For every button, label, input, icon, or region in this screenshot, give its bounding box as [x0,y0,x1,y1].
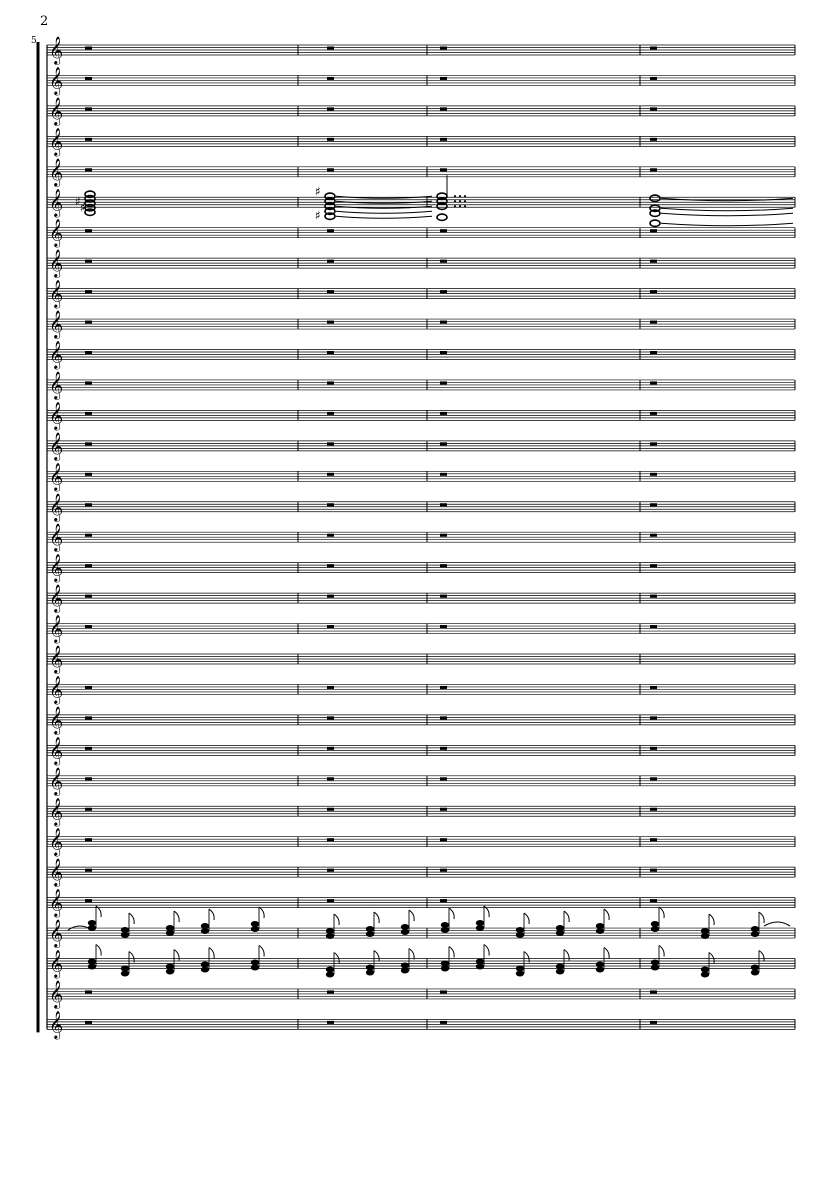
whole-note [650,220,660,226]
whole-rest [85,686,92,689]
note-head [201,923,209,929]
dot [464,205,466,207]
whole-rest [440,899,447,902]
flag [659,946,664,957]
note-head [751,926,759,932]
treble-clef-icon: 𝄞 [49,96,64,125]
whole-rest [440,290,447,293]
note-head [651,960,659,966]
whole-rest [327,869,334,872]
note-head [366,926,374,932]
whole-rest [327,138,334,141]
flag [524,913,529,924]
whole-rest [327,290,334,293]
whole-rest [327,534,334,537]
note-head [701,967,709,973]
sharp-icon: ♯ [75,194,81,209]
whole-rest [650,838,657,841]
note-head [441,922,449,928]
note-head [596,923,604,929]
whole-note [85,209,95,215]
treble-clef-icon: 𝄞 [49,340,64,369]
note-head [166,925,174,931]
note-head [401,963,409,969]
whole-rest [327,107,334,110]
treble-clef-icon: 𝄞 [49,675,64,704]
whole-rest [85,838,92,841]
whole-rest [440,168,447,171]
whole-rest [440,747,447,750]
flag [604,909,609,920]
tie [336,216,432,218]
whole-rest [650,442,657,445]
treble-clef-icon: 𝄞 [49,249,64,278]
dot [454,200,456,202]
treble-clef-icon: 𝄞 [49,797,64,826]
whole-rest [440,564,447,567]
whole-rest [327,595,334,598]
whole-rest [85,503,92,506]
whole-rest [650,899,657,902]
whole-rest [440,77,447,80]
whole-rest [85,1021,92,1024]
treble-clef-icon: 𝄞 [49,827,64,856]
whole-rest [650,412,657,415]
flag [209,948,214,959]
dot [464,195,466,197]
note-head [476,920,484,926]
whole-rest [650,869,657,872]
page-number: 2 [40,14,49,29]
sharp-icon: ♯ [315,184,321,199]
whole-rest [85,168,92,171]
whole-rest [85,777,92,780]
flag [374,951,379,962]
whole-note [650,195,660,201]
whole-rest [327,351,334,354]
dot [459,205,461,207]
note-head [751,965,759,971]
whole-rest [327,412,334,415]
note-head [556,925,564,931]
whole-rest [327,808,334,811]
treble-clef-icon: 𝄞 [49,188,64,217]
whole-rest [650,321,657,324]
whole-rest [440,990,447,993]
whole-rest [650,990,657,993]
dot [454,195,456,197]
treble-clef-icon: 𝄞 [49,492,64,521]
whole-rest [85,260,92,263]
note-head [121,927,129,933]
flag [759,951,764,962]
flag [129,913,134,924]
whole-rest [85,990,92,993]
whole-rest [440,869,447,872]
whole-rest [650,168,657,171]
note-head [516,927,524,933]
whole-rest [440,595,447,598]
treble-clef-icon: 𝄞 [49,218,64,247]
flag [449,947,454,958]
whole-rest [650,777,657,780]
flag [564,911,569,922]
flag [334,914,339,925]
whole-rest [327,625,334,628]
note-head [201,962,209,968]
dot [454,205,456,207]
note-head [476,959,484,965]
tie [764,922,790,926]
whole-rest [85,473,92,476]
whole-rest [327,503,334,506]
flag [449,908,454,919]
whole-rest [85,321,92,324]
flag [409,949,414,960]
note-head [651,921,659,927]
whole-rest [650,138,657,141]
whole-rest [650,260,657,263]
whole-rest [327,321,334,324]
whole-rest [650,351,657,354]
whole-rest [440,473,447,476]
whole-rest [327,77,334,80]
treble-clef-icon: 𝄞 [49,1010,64,1039]
flag [174,911,179,922]
whole-rest [650,503,657,506]
note-head [88,959,96,965]
whole-rest [650,595,657,598]
flag [96,945,101,956]
whole-rest [327,716,334,719]
note-head [121,966,129,972]
whole-rest [650,534,657,537]
treble-clef-icon: 𝄞 [49,736,64,765]
whole-rest [85,381,92,384]
whole-rest [85,899,92,902]
whole-rest [85,107,92,110]
whole-rest [440,442,447,445]
note-head [326,967,334,973]
whole-rest [327,1021,334,1024]
note-head [88,920,96,926]
whole-rest [440,777,447,780]
whole-rest [440,260,447,263]
whole-rest [85,747,92,750]
treble-clef-icon: 𝄞 [49,310,64,339]
whole-rest [85,290,92,293]
treble-clef-icon: 𝄞 [49,462,64,491]
treble-clef-icon: 𝄞 [49,858,64,887]
whole-rest [440,47,447,50]
whole-rest [440,381,447,384]
treble-clef-icon: 𝄞 [49,157,64,186]
whole-rest [327,381,334,384]
flag [334,953,339,964]
note-head [516,966,524,972]
tie [661,208,793,211]
tie [336,211,432,213]
whole-rest [85,534,92,537]
whole-rest [440,686,447,689]
whole-rest [440,229,447,232]
tie [661,223,793,226]
whole-rest [327,990,334,993]
note-head [441,961,449,967]
treble-clef-icon: 𝄞 [49,705,64,734]
whole-rest [327,747,334,750]
whole-rest [440,808,447,811]
whole-rest [85,138,92,141]
whole-rest [85,351,92,354]
whole-rest [440,625,447,628]
whole-rest [650,808,657,811]
flag [409,910,414,921]
whole-rest [85,625,92,628]
treble-clef-icon: 𝄞 [49,888,64,917]
whole-rest [650,716,657,719]
whole-rest [85,869,92,872]
treble-clef-icon: 𝄞 [49,766,64,795]
whole-note [437,214,447,220]
whole-rest [327,473,334,476]
treble-clef-icon: 𝄞 [49,553,64,582]
whole-rest [650,1021,657,1024]
whole-rest [327,838,334,841]
whole-rest [440,351,447,354]
sharp-icon: ♯ [315,208,321,223]
flag [659,907,664,918]
treble-clef-icon: 𝄞 [49,919,64,948]
whole-rest [327,777,334,780]
whole-rest [327,899,334,902]
whole-rest [85,808,92,811]
whole-rest [650,747,657,750]
note-head [596,962,604,968]
whole-rest [327,229,334,232]
treble-clef-icon: 𝄞 [49,949,64,978]
whole-rest [650,107,657,110]
whole-rest [85,564,92,567]
flag [259,907,264,918]
whole-rest [440,138,447,141]
dot [459,200,461,202]
flag [759,912,764,923]
note-head [166,964,174,970]
whole-rest [440,503,447,506]
flag [374,912,379,923]
whole-rest [85,442,92,445]
whole-rest [440,838,447,841]
whole-rest [327,564,334,567]
whole-rest [85,716,92,719]
treble-clef-icon: 𝄞 [49,523,64,552]
note-head [251,921,259,927]
treble-clef-icon: 𝄞 [49,36,64,64]
whole-rest [650,686,657,689]
whole-rest [327,442,334,445]
whole-rest [440,534,447,537]
treble-clef-icon: 𝄞 [49,979,64,1008]
whole-rest [650,229,657,232]
whole-rest [650,381,657,384]
note-head [366,965,374,971]
treble-clef-icon: 𝄞 [49,584,64,613]
treble-clef-icon: 𝄞 [49,279,64,308]
whole-rest [327,260,334,263]
treble-clef-icon: 𝄞 [49,614,64,643]
whole-rest [85,77,92,80]
note-head [326,928,334,934]
whole-rest [85,47,92,50]
note-head [401,924,409,930]
treble-clef-icon: 𝄞 [49,645,64,673]
sharp-icon: ♯ [80,200,86,215]
whole-rest [650,625,657,628]
whole-rest [650,473,657,476]
measure-number: 5 [31,36,37,46]
tie [661,213,793,216]
flag [709,914,714,925]
whole-rest [440,412,447,415]
whole-rest [327,686,334,689]
note-head [556,964,564,970]
dot [459,195,461,197]
whole-rest [85,229,92,232]
whole-rest [85,412,92,415]
flag [484,945,489,956]
treble-clef-icon: 𝄞 [49,431,64,460]
treble-clef-icon: 𝄞 [49,401,64,430]
whole-rest [650,564,657,567]
note-head [701,928,709,934]
dot [464,200,466,202]
whole-rest [440,107,447,110]
whole-rest [327,168,334,171]
whole-rest [440,1021,447,1024]
note-head [251,960,259,966]
whole-rest [440,321,447,324]
flag [604,948,609,959]
treble-clef-icon: 𝄞 [49,370,64,399]
whole-rest [650,47,657,50]
whole-rest [85,595,92,598]
flag [209,909,214,920]
whole-rest [650,290,657,293]
flag [709,953,714,964]
whole-rest [327,47,334,50]
whole-rest [440,716,447,719]
treble-clef-icon: 𝄞 [49,127,64,156]
treble-clef-icon: 𝄞 [49,66,64,95]
whole-rest [650,77,657,80]
flag [259,946,264,957]
